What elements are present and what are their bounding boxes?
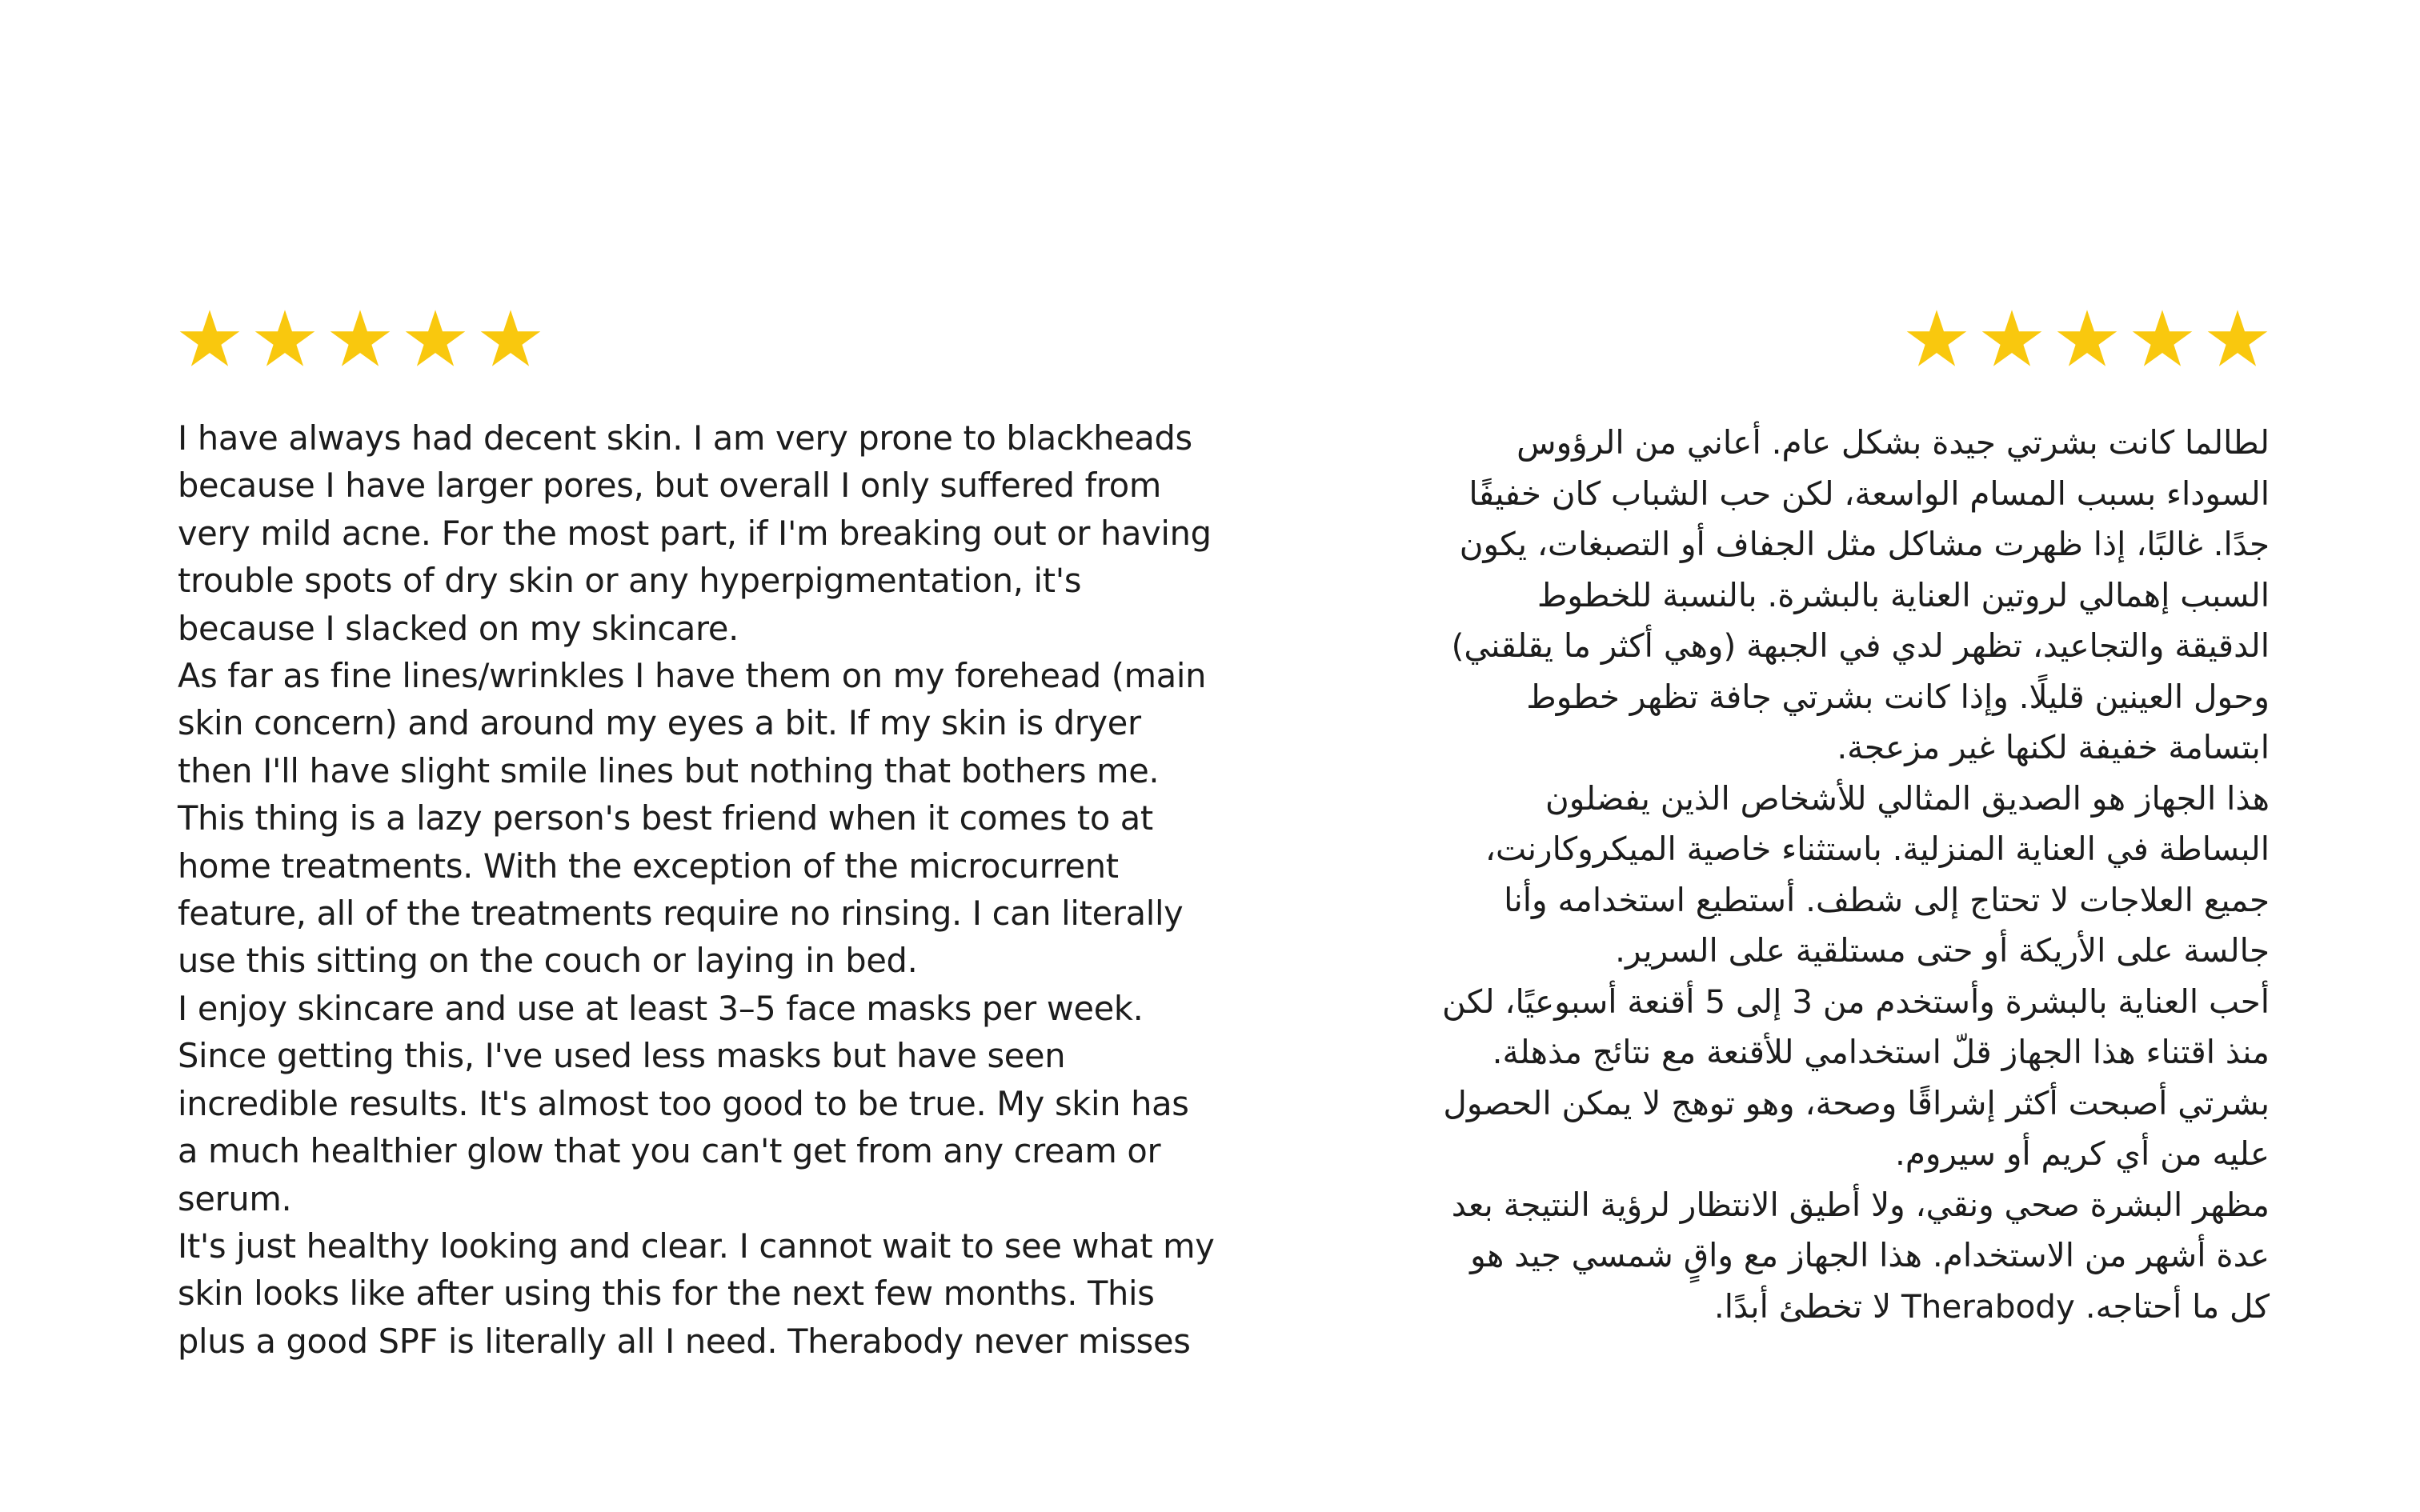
star-icon: [253, 308, 317, 372]
review-paragraph: I have always had decent skin. I am very prone to blackheads because I have larger pores, but overall I only suffered from very mild acne. For the most part, if I'm breaking out or having trouble spots of dry skin or any hyperpigmentation, it's because I slacked on my skincare.: [178, 418, 1212, 648]
star-icon: [2206, 308, 2270, 372]
review-paragraph: أحب العناية بالبشرة وأستخدم من 3 إلى 5 أقنعة أسبوعيًا، لكن منذ اقتناء هذا الجهاز قلّ استخدامي للأقنعة مع نتائج مذهلة. بشرتي أصبحت أكثر إشراقًا وصحة، وهو توهج لا يمكن الحصول عليه من أي كريم أو سيروم.: [1442, 982, 2270, 1173]
review-paragraph: مظهر البشرة صحي ونقي، ولا أطيق الانتظار لرؤية النتيجة بعد عدة أشهر من الاستخدام. هذا الجهاز مع واقٍ شمسي جيد هو كل ما أحتاجه. Therabody لا تخطئ أبدًا.: [1451, 1185, 2270, 1326]
star-icon: [1905, 308, 1969, 372]
review-arabic: [1440, 296, 2270, 1332]
star-rating: [178, 296, 1218, 384]
review-english: [178, 296, 1218, 1365]
star-rating: [1440, 296, 2270, 384]
star-icon: [2130, 308, 2194, 372]
review-paragraph: As far as fine lines/wrinkles I have them on my forehead (main skin concern) and around my eyes a bit. If my skin is dryer then I'll have slight smile lines but nothing that bothers me.: [178, 656, 1207, 790]
star-icon: [178, 308, 242, 372]
star-icon: [2055, 308, 2119, 372]
review-paragraph: It's just healthy looking and clear. I cannot wait to see what my skin looks like after using this for the next few months. This plus a good SPF is literally all I need. Therabody never misses: [178, 1226, 1215, 1361]
review-text: [1440, 418, 2270, 1332]
star-icon: [403, 308, 467, 372]
star-icon: [1980, 308, 2044, 372]
review-paragraph: I enjoy skincare and use at least 3–5 face masks per week. Since getting this, I've used less masks but have seen incredible results. It's almost too good to be true. My skin has a much healthier glow that you can't get from any cream or serum.: [178, 988, 1189, 1218]
review-paragraph: لطالما كانت بشرتي جيدة بشكل عام. أعاني من الرؤوس السوداء بسبب المسام الواسعة، لكن حب الشباب كان خفيفًا جدًا. غالبًا، إذا ظهرت مشاكل مثل الجفاف أو التصبغات، يكون السبب إهمالي لروتين العناية بالبشرة. بالنسبة للخطوط الدقيقة والتجاعيد، تظهر لدي في الجبهة (وهي أكثر ما يقلقني) وحول العينين قليلًا. وإذا كانت بشرتي جافة تظهر خطوط ابتسامة خفيفة لكنها غير مزعجة.: [1451, 423, 2270, 766]
star-icon: [328, 308, 392, 372]
review-paragraph: This thing is a lazy person's best friend when it comes to at home treatments. With the exception of the microcurrent feature, all of the treatments require no rinsing. I can literally use this sitting on the couch or laying in bed.: [178, 798, 1184, 981]
star-icon: [479, 308, 543, 372]
review-paragraph: هذا الجهاز هو الصديق المثالي للأشخاص الذين يفضلون البساطة في العناية المنزلية. باستثناء خاصية الميكروكارنت، جميع العلاجات لا تحتاج إلى شطف. أستطيع استخدامه وأنا جالسة على الأريكة أو حتى مستلقية على السرير.: [1484, 778, 2270, 970]
review-text: [178, 414, 1218, 1365]
